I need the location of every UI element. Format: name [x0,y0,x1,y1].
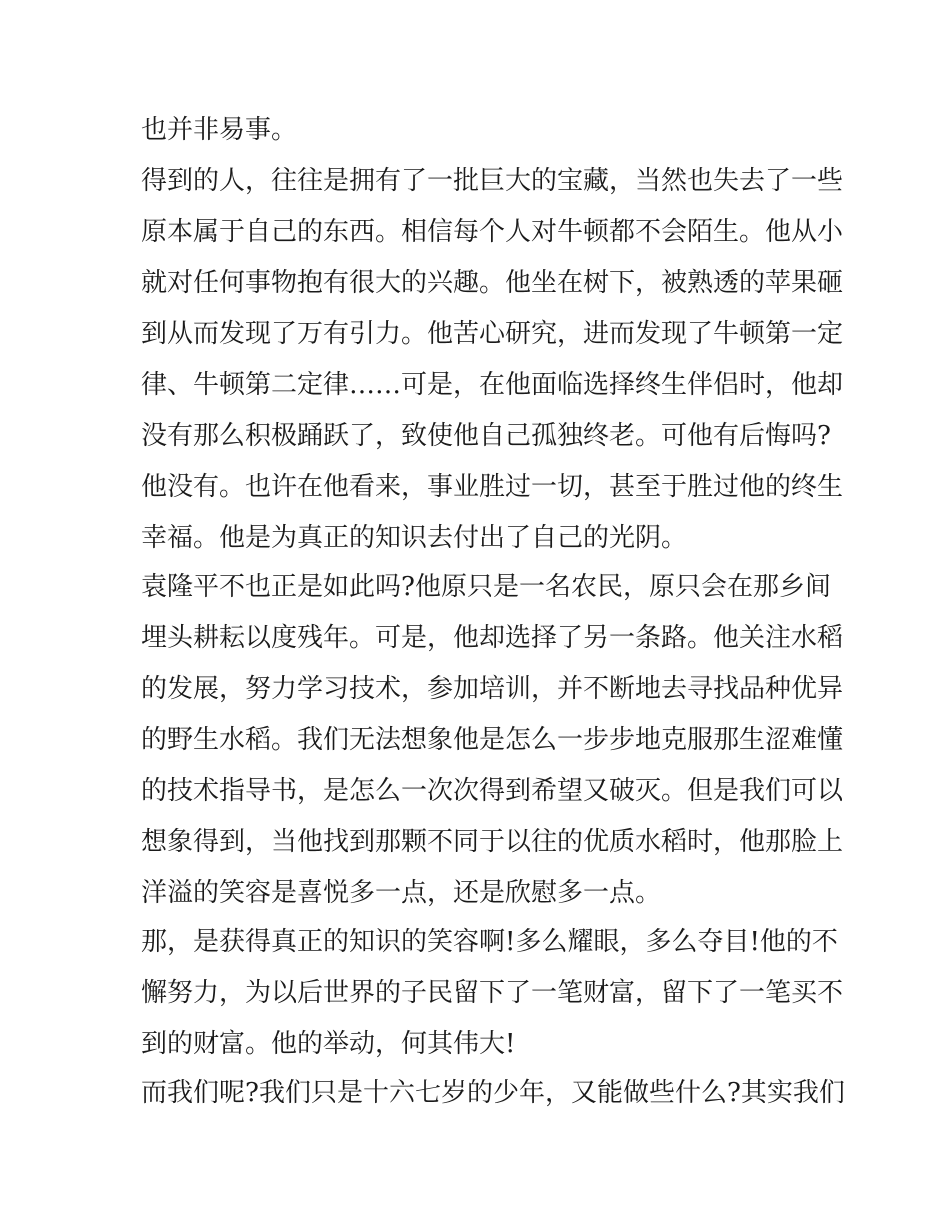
text-line: 也并非易事。 [141,115,298,145]
text-line: 的技术指导书，是怎么一次次得到希望又破灭。但是我们可以 [141,776,844,806]
text-line: 得到的人，往往是拥有了一批巨大的宝藏，当然也失去了一些 [141,166,844,196]
text-line: 到的财富。他的举动，何其伟大! [141,1029,516,1059]
text-line: 原本属于自己的东西。相信每个人对牛顿都不会陌生。他从小 [141,217,844,247]
text-line: 就对任何事物抱有很大的兴趣。他坐在树下，被熟透的苹果砸 [141,268,844,298]
text-line: 没有那么积极踊跃了，致使他自己孤独终老。可他有后悔吗? [141,421,831,451]
text-line: 律、牛顿第二定律……可是，在他面临选择终生伴侣时，他却 [141,370,844,400]
text-line: 他没有。也许在他看来，事业胜过一切，甚至于胜过他的终生 [141,472,844,502]
text-line: 的发展，努力学习技术，参加培训，并不断地去寻找品种优异 [141,674,844,704]
text-line: 埋头耕耘以度残年。可是，他却选择了另一条路。他关注水稻 [141,623,844,653]
text-line: 到从而发现了万有引力。他苦心研究，进而发现了牛顿第一定 [141,319,844,349]
text-line: 想象得到，当他找到那颗不同于以往的优质水稻时，他那脸上 [141,827,844,857]
text-line: 懈努力，为以后世界的子民留下了一笔财富，留下了一笔买不 [141,978,844,1008]
text-line: 那，是获得真正的知识的笑容啊!多么耀眼，多么夺目!他的不 [141,927,838,957]
text-line: 而我们呢?我们只是十六七岁的少年，又能做些什么?其实我们 [141,1078,845,1108]
text-line: 的野生水稻。我们无法想象他是怎么一步步地克服那生涩难懂 [141,725,844,755]
text-line: 袁隆平不也正是如此吗?他原只是一名农民，原只会在那乡间 [141,572,831,602]
text-line: 幸福。他是为真正的知识去付出了自己的光阴。 [141,523,688,553]
text-line: 洋溢的笑容是喜悦多一点，还是欣慰多一点。 [141,878,662,908]
